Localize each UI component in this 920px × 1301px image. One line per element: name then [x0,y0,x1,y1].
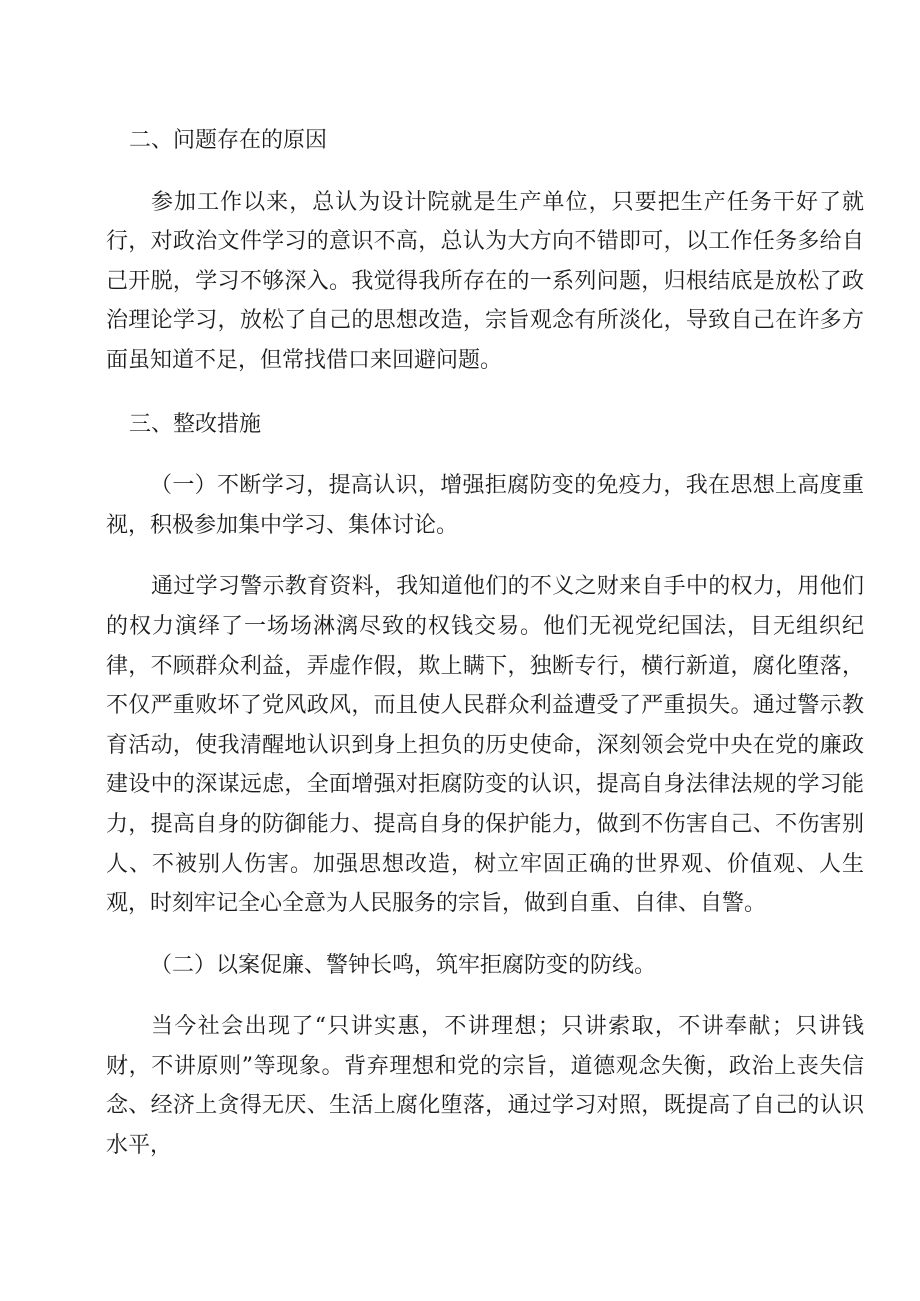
paragraph-causes: 参加工作以来，总认为设计院就是生产单位，只要把生产任务干好了就行，对政治文件学习的意识不高，总认为大方向不错即可，以工作任务多给自己开脱，学习不够深入。我觉得我所存在的一系列问题，归根结底是放松了政治理论学习，放松了自己的思想改造，宗旨观念有所淡化，导致自己在许多方面虽知道不足，但常找借口来回避问题。 [106,189,864,373]
paragraph-measure-1: 通过学习警示教育资料，我知道他们的不义之财来自手中的权力，用他们的权力演绎了一场场淋漓尽致的权钱交易。他们无视党纪国法，目无组织纪律，不顾群众利益，弄虚作假，欺上瞒下，独断专行，横行新道，腐化堕落，不仅严重败坏了党风政风，而且使人民群众利益遭受了严重损失。通过警示教育活动，使我清醒地认识到身上担负的历史使命，深刻领会党中央在党的廉政建设中的深谋远虑，全面增强对拒腐防变的认识，提高自身法律法规的学习能力，提高自身的防御能力、提高自身的保护能力，做到不伤害自己、不伤害别人、不被别人伤害。加强思想改造，树立牢固正确的世界观、价值观、人生观，时刻牢记全心全意为人民服务的宗旨，做到自重、自律、自警。 [106,574,864,917]
measure-heading-2: （二）以案促廉、警钟长鸣，筑牢拒腐防变的防线。 [150,952,657,978]
section-heading-measures: 三、整改措施 [129,411,262,437]
section-heading-causes: 二、问题存在的原因 [129,128,328,153]
measure-heading-1: （一）不断学习，提高认识，增强拒腐防变的免疫力，我在思想上高度重视，积极参加集中学习、集体讨论。 [106,473,864,538]
paragraph-measure-2: 当今社会出现了“只讲实惠，不讲理想；只讲索取，不讲奉献；只讲钱财，不讲原则”等现象。背弃理想和党的宗旨，道德观念失衡，政治上丧失信念、经济上贪得无厌、生活上腐化堕落，通过学习对照，既提高了自己的认识水平， [106,1014,864,1159]
